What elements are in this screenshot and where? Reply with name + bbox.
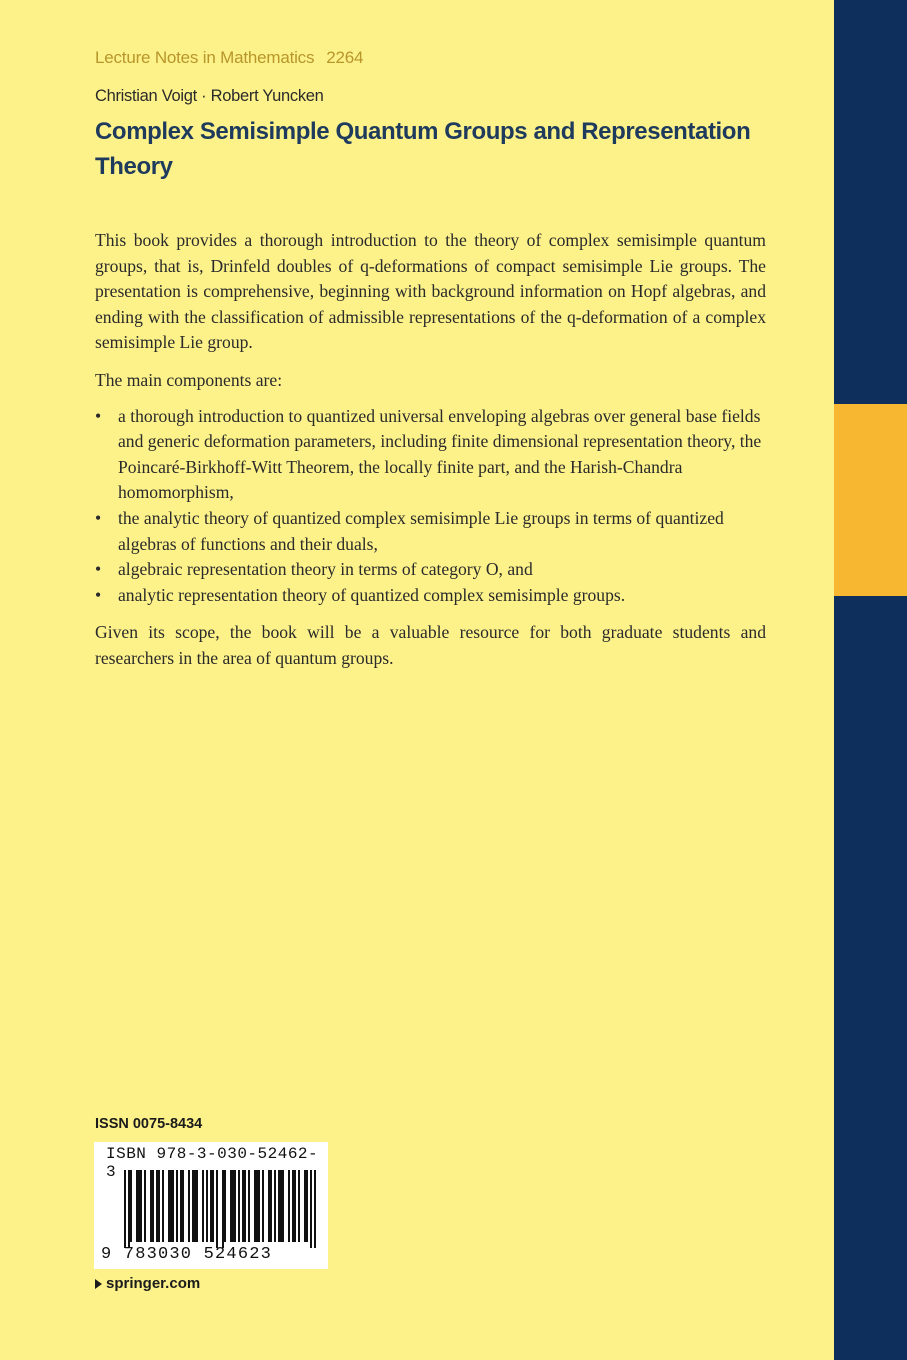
blurb-closing: Given its scope, the book will be a valuable resource for both graduate students and researchers in the area of quantum groups. <box>95 622 766 668</box>
barcode-bar <box>136 1170 138 1242</box>
barcode-bar <box>262 1170 264 1242</box>
barcode-bar <box>314 1170 316 1248</box>
series-name: Lecture Notes in Mathematics <box>95 48 315 67</box>
bullet-icon: • <box>95 507 102 528</box>
arrow-right-icon <box>95 1279 102 1289</box>
list-item <box>95 557 766 583</box>
list-item-text: algebraic representation theory in terms of category O, and <box>118 559 533 580</box>
barcode-bar <box>152 1170 154 1242</box>
barcode-bar <box>310 1170 312 1248</box>
barcode-bar <box>212 1170 214 1242</box>
cover-side-accent <box>834 404 907 596</box>
website-link[interactable] <box>95 1275 200 1292</box>
barcode-bar <box>258 1170 260 1242</box>
barcode-bar <box>130 1170 132 1242</box>
blurb <box>95 228 766 672</box>
barcode-bar <box>150 1170 152 1242</box>
barcode-bar <box>206 1170 208 1242</box>
barcode-bar <box>232 1170 234 1242</box>
list-item <box>95 404 766 506</box>
barcode-bar <box>216 1170 218 1248</box>
bullet-icon: • <box>95 559 102 580</box>
barcode-bar <box>256 1170 258 1242</box>
barcode-bar <box>124 1170 126 1248</box>
barcode-bar <box>244 1170 246 1242</box>
barcode-bar <box>222 1170 224 1248</box>
book-title: Complex Semisimple Quantum Groups and Representation Theory <box>95 118 751 180</box>
barcode-bar <box>268 1170 270 1242</box>
series-volume: 2264 <box>326 48 364 67</box>
list-item <box>95 583 766 609</box>
barcode-bar <box>128 1170 130 1248</box>
barcode-bar <box>230 1170 232 1242</box>
blurb-lead: The main components are: <box>95 369 283 390</box>
barcode-bar <box>202 1170 204 1242</box>
bullet-icon: • <box>95 584 102 605</box>
barcode-bar <box>270 1170 272 1242</box>
barcode-bar <box>280 1170 282 1242</box>
blurb-intro: This book provides a thorough introduction to the theory of complex semisimple quantum groups, that is, Drinfeld doubles of q-deformations of compact semisimple Lie groups. The presentation is comprehensive, beginning with background information on Hopf algebras, and ending with the classification of admissible representations of the q-deformation of a complex semisimple Lie group. <box>95 230 766 353</box>
website-text: springer.com <box>106 1275 201 1292</box>
barcode-bar <box>192 1170 194 1242</box>
barcode-bar <box>188 1170 190 1242</box>
barcode-bar <box>144 1170 146 1242</box>
barcode-bar <box>180 1170 182 1242</box>
barcode-bar <box>294 1170 296 1242</box>
barcode-bar <box>304 1170 306 1242</box>
list-item-text: analytic representation theory of quantized complex semisimple groups. <box>118 584 626 605</box>
barcode-bar <box>288 1170 290 1242</box>
barcode-bar <box>196 1170 198 1242</box>
barcode-bar <box>306 1170 308 1242</box>
cover-side-bar <box>834 0 907 1360</box>
barcode-bar <box>210 1170 212 1242</box>
isbn-number: ISBN 978-3-030-52462-3 <box>106 1145 319 1181</box>
barcode-digits: 9 783030 524623 <box>101 1245 273 1264</box>
barcode-bar <box>238 1170 240 1242</box>
barcode-bar <box>282 1170 284 1242</box>
barcode-bar <box>224 1170 226 1242</box>
barcode-bar <box>242 1170 244 1242</box>
barcode-bar <box>234 1170 236 1242</box>
barcode-bar <box>156 1170 158 1242</box>
barcode-bar <box>172 1170 174 1242</box>
book-authors: Christian Voigt · Robert Yuncken <box>95 87 324 105</box>
barcode-bar <box>158 1170 160 1242</box>
barcode-bar <box>292 1170 294 1242</box>
barcode-bar <box>140 1170 142 1242</box>
barcode-bar <box>176 1170 178 1242</box>
isbn-barcode <box>94 1142 328 1269</box>
list-item-text: a thorough introduction to quantized universal enveloping algebras over general base fields and generic deformation parameters, including finite dimensional representation theory, the Poincaré-Birkhoff-Witt Theorem, the locally finite part, and the Harish-Chandra homomorphism, <box>118 405 762 503</box>
list-item-text: the analytic theory of quantized complex semisimple Lie groups in terms of quantized algebras of functions and their duals, <box>118 507 724 554</box>
bullet-icon: • <box>95 405 102 426</box>
barcode-bar <box>162 1170 164 1242</box>
barcode-bar <box>138 1170 140 1242</box>
barcode-bar <box>278 1170 280 1242</box>
barcode-bar <box>298 1170 300 1242</box>
components-list <box>95 404 766 609</box>
barcode-bar <box>170 1170 172 1242</box>
issn: ISSN 0075-8434 <box>95 1116 203 1132</box>
series-line <box>95 48 363 68</box>
barcode-bar <box>274 1170 276 1242</box>
barcode-bar <box>254 1170 256 1242</box>
barcode-bar <box>182 1170 184 1242</box>
list-item <box>95 506 766 557</box>
barcode-bar <box>168 1170 170 1242</box>
barcode-bar <box>194 1170 196 1242</box>
barcode-bar <box>248 1170 250 1242</box>
